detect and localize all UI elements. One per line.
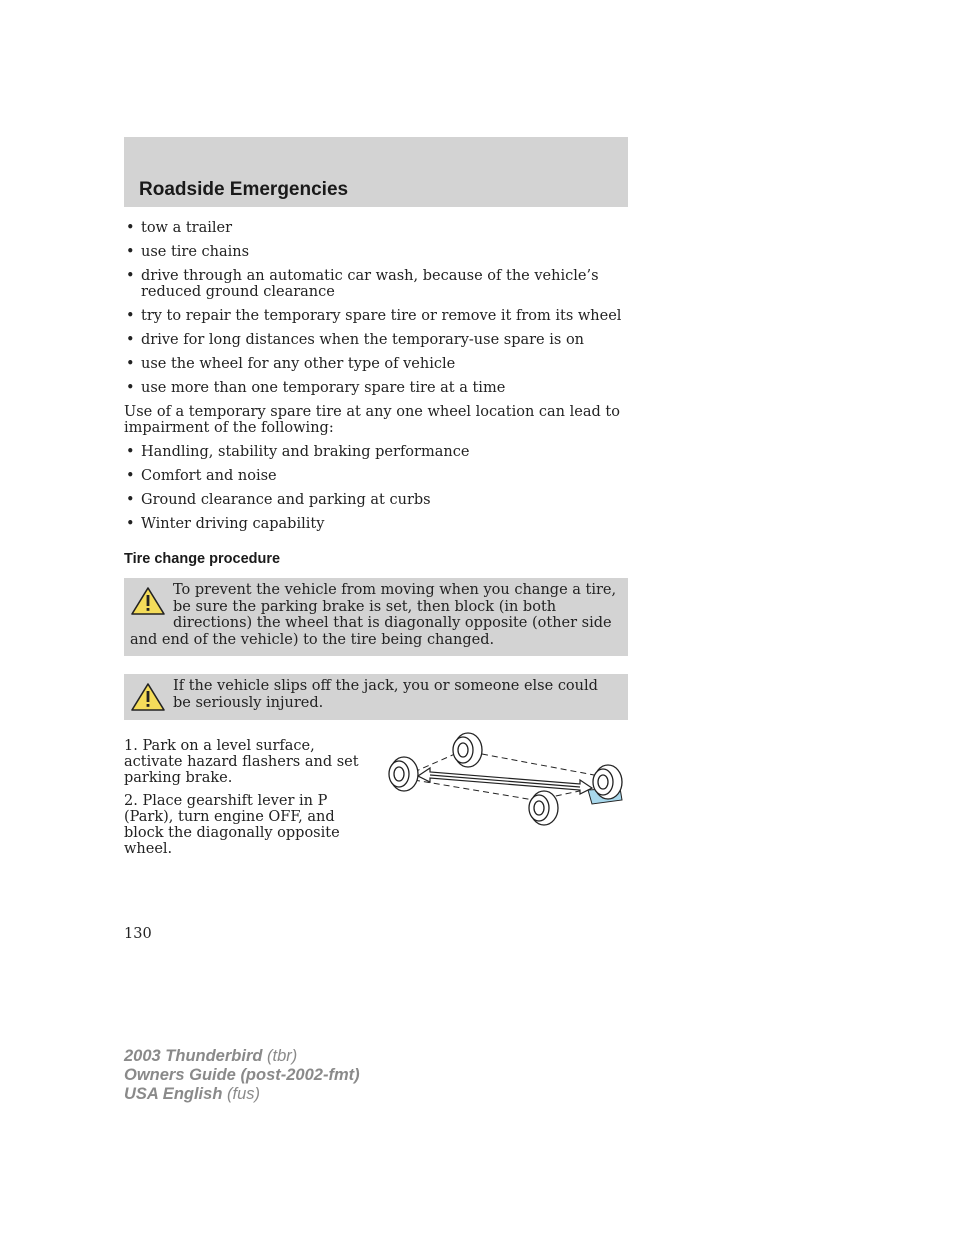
footer-model: 2003 Thunderbird	[124, 1047, 263, 1065]
list-item: • Winter driving capability	[124, 516, 628, 532]
list-item: • try to repair the temporary spare tire or remove it from its wheel	[124, 308, 628, 324]
page-content	[124, 220, 628, 857]
avoid-list	[124, 220, 628, 396]
steps-section	[124, 738, 628, 857]
wheel-icon	[593, 765, 622, 799]
wheel-icon	[389, 757, 418, 791]
list-item: • Ground clearance and parking at curbs	[124, 492, 628, 508]
warning-triangle-icon	[130, 586, 166, 616]
list-item: • Handling, stability and braking performance	[124, 444, 628, 460]
footer-model-code: (tbr)	[262, 1047, 298, 1065]
step-item: 1. Park on a level surface, activate hazard flashers and set parking brake.	[124, 738, 359, 786]
footer-guide: Owners Guide (post-2002-fmt)	[124, 1066, 360, 1084]
warning-box	[124, 578, 628, 656]
list-item: • tow a trailer	[124, 220, 628, 236]
warning-triangle-icon	[130, 682, 166, 712]
list-item: • drive for long distances when the temporary-use spare is on	[124, 332, 628, 348]
footer-line	[124, 1066, 360, 1085]
footer-language: USA English	[124, 1085, 223, 1103]
warning-text: To prevent the vehicle from moving when you change a tire, be sure the parking brake is set, then block (in both directions) the wheel that is diagonally opposite (other side and end of the vehicle) to the tire being changed.	[130, 582, 617, 648]
document-footer	[124, 1047, 360, 1104]
list-item: • drive through an automatic car wash, because of the vehicle’s reduced ground clearance	[124, 268, 628, 300]
footer-line	[124, 1047, 360, 1066]
intro-paragraph: Use of a temporary spare tire at any one wheel location can lead to impairment of the following:	[124, 404, 620, 436]
wheel-icon	[529, 791, 558, 825]
wheel-icon	[453, 733, 482, 767]
steps-list	[124, 738, 374, 857]
impairment-list	[124, 444, 628, 532]
list-item: • use tire chains	[124, 244, 628, 260]
subheading: Tire change procedure	[124, 551, 281, 567]
footer-line	[124, 1085, 360, 1104]
section-header	[124, 137, 628, 207]
wheel-block-diagram	[384, 730, 630, 832]
page-number: 130	[124, 926, 152, 942]
warning-text: If the vehicle slips off the jack, you or someone else could be seriously injured.	[173, 678, 598, 711]
list-item: • use the wheel for any other type of vehicle	[124, 356, 628, 372]
section-title: Roadside Emergencies	[139, 179, 349, 200]
step-item: 2. Place gearshift lever in P (Park), turn engine OFF, and block the diagonally opposite wheel.	[124, 793, 340, 857]
list-item: • Comfort and noise	[124, 468, 628, 484]
list-item: • use more than one temporary spare tire at a time	[124, 380, 628, 396]
footer-language-code: (fus)	[222, 1085, 260, 1103]
warning-box	[124, 674, 628, 720]
